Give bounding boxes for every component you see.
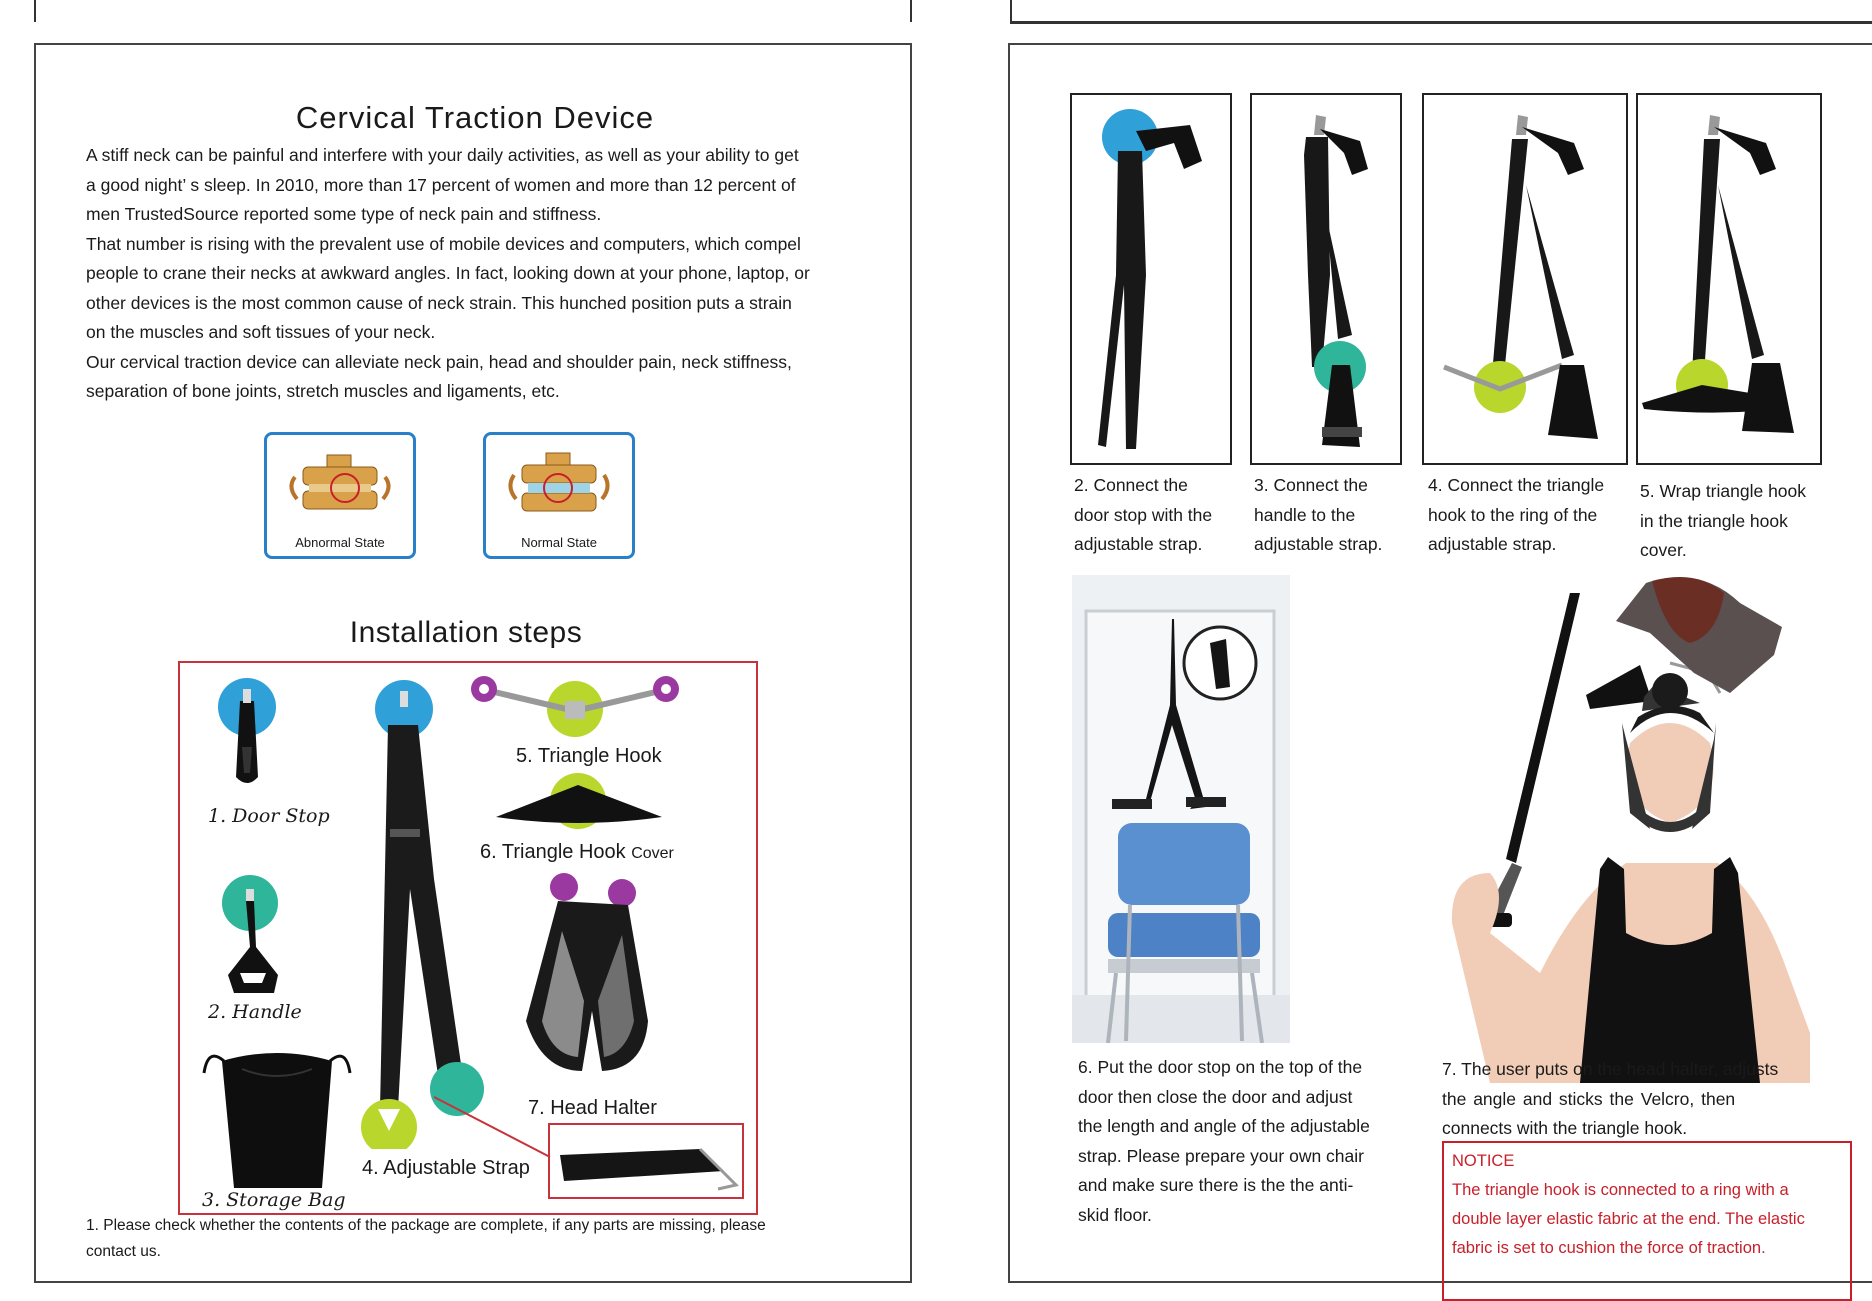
triangle-hook-cover-main: 6. Triangle Hook [480,841,626,863]
step-4-line: 4. Connect the triangle [1428,475,1605,495]
normal-state-card [483,432,635,559]
step-6-line: the length and angle of the adjustable [1078,1116,1370,1136]
head-halter-image [522,871,652,1081]
spine-abnormal-icon [267,447,413,537]
user-with-halter-image [1430,573,1840,1083]
step-6-line: and make sure there is the the anti- [1078,1175,1354,1195]
step-2-caption [1074,471,1230,560]
step-6-line: door then close the door and adjust [1078,1086,1353,1107]
step-3-caption [1254,471,1404,560]
step-2-line: adjustable strap. [1074,534,1203,554]
triangle-hook-cover-suffix: Cover [631,845,674,862]
step-6-line: 6. Put the door stop on the top of the [1078,1057,1363,1077]
step-5-line: in the triangle hook [1640,510,1788,531]
intro-line: a good night’ s sleep. In 2010, more than 17 percent of women and more than 12 percent of [86,174,796,195]
step-2-line: door stop with the [1074,504,1213,525]
handle-image [220,875,290,995]
step-5-line: cover. [1640,540,1687,560]
notice-line: double layer elastic fabric at the end. The elastic [1452,1210,1805,1228]
package-note-line: contact us. [86,1243,161,1260]
intro-line: other devices is the most common cause of neck strain. This hunched position puts a strain [86,292,792,313]
intro-line: Our cervical traction device can alleviate neck pain, head and shoulder pain, neck stiffness, [86,351,792,372]
install-title: Installation steps [349,616,583,649]
notice-box [1442,1141,1852,1301]
step-4-image [1422,93,1628,465]
storage-bag-image [202,1043,352,1193]
intro-line: separation of bone joints, stretch muscles and ligaments, etc. [86,381,560,401]
right-page [1008,43,1872,1283]
step-3-image [1250,93,1402,465]
intro-line: A stiff neck can be painful and interfere with your daily activities, as well as your ability to get [86,145,799,165]
package-note [86,1213,906,1265]
triangle-hook-label: 5. Triangle Hook [516,745,662,767]
strap-zoom-inset [548,1123,744,1199]
notice-title: NOTICE [1452,1152,1515,1170]
step-5-line: 5. Wrap triangle hook [1640,481,1807,501]
step-7-line: the angle and sticks the Velcro, then [1442,1088,1736,1109]
triangle-hook-cover-label [480,841,674,864]
step-5-caption [1640,477,1830,566]
door-stop-label: 1. Door Stop [208,805,330,827]
step-4-drawing [1424,95,1626,463]
intro-line: men TrustedSource reported some type of neck pain and stiffness. [86,204,602,224]
abnormal-state-card [264,432,416,559]
door-and-chair-image [1072,575,1290,1043]
step-4-caption [1428,471,1628,560]
adjustable-strap-image [360,679,490,1149]
step-6-line: strap. Please prepare your own chair [1078,1145,1364,1166]
intro-line: on the muscles and soft tissues of your neck. [86,322,436,342]
step-4-line: hook to the ring of the [1428,504,1598,525]
step-5-image [1636,93,1822,465]
strap-end-image [550,1125,742,1197]
triangle-hook-cover-image [492,771,668,833]
left-page [34,43,912,1283]
step-7-caption [1442,1055,1842,1144]
inset-pointer-line [430,1093,560,1163]
handle-label: 2. Handle [208,1001,302,1023]
step-3-line: 3. Connect the [1254,475,1368,495]
page-title: Cervical Traction Device [295,100,655,135]
prev-page-edge-left [34,0,912,22]
triangle-hook-image [470,671,680,741]
step-4-line: adjustable strap. [1428,534,1557,554]
adjustable-strap-label: 4. Adjustable Strap [362,1157,530,1179]
parts-frame [178,661,758,1215]
notice-line: The triangle hook is connected to a ring with a [1452,1181,1789,1199]
step-5-drawing [1638,95,1820,463]
step-2-drawing [1072,95,1230,463]
step-7-line: 7. The user puts on the head halter, adjusts [1442,1059,1779,1079]
package-note-line: 1. Please check whether the contents of the package are complete, if any parts are missing, please [86,1217,766,1234]
intro-text [86,141,896,407]
door-stop-image [216,677,278,799]
prev-page-edge-right [1010,0,1872,24]
step-3-line: handle to the [1254,504,1356,525]
step-6-line: skid floor. [1078,1204,1152,1225]
step-3-line: adjustable strap. [1254,534,1383,554]
step-2-image [1070,93,1232,465]
storage-bag-label: 3. Storage Bag [202,1189,346,1211]
intro-line: people to crane their necks at awkward angles. In fact, looking down at your phone, laptop, or [86,263,810,283]
step-7-line: connects with the triangle hook. [1442,1118,1688,1138]
intro-line: That number is rising with the prevalent use of mobile devices and computers, which compel [86,233,801,254]
step-6-photo [1072,575,1290,1043]
step-3-drawing [1252,95,1400,463]
step-2-line: 2. Connect the [1074,475,1188,495]
abnormal-state-label: Abnormal State [295,535,385,550]
normal-state-label: Normal State [521,535,597,550]
spine-normal-icon [486,447,632,537]
step-7-photo [1430,573,1840,1083]
head-halter-label: 7. Head Halter [528,1097,657,1119]
notice-line: fabric is set to cushion the force of traction. [1452,1239,1766,1257]
step-6-caption [1078,1053,1396,1230]
